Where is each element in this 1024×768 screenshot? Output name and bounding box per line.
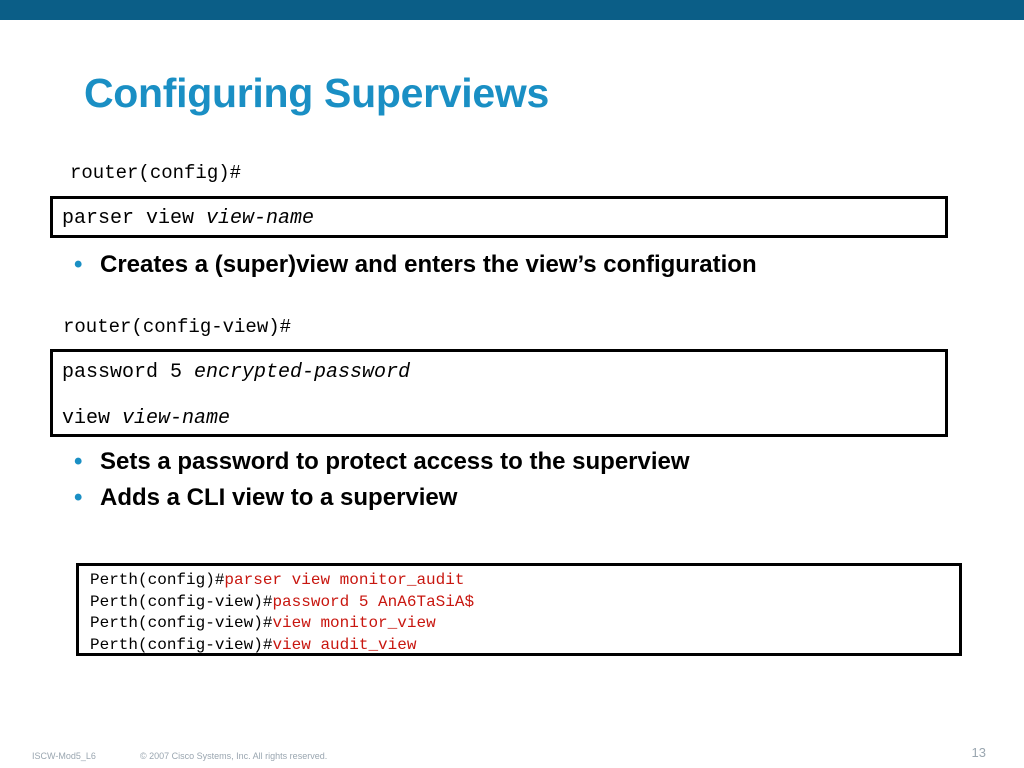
example-prompt: Perth(config-view)# bbox=[90, 592, 273, 611]
syntax-line bbox=[62, 361, 410, 384]
example-line bbox=[90, 592, 959, 614]
example-line bbox=[90, 613, 959, 635]
syntax-command: password 5 bbox=[62, 361, 195, 384]
slide-title: Configuring Superviews bbox=[84, 70, 549, 116]
page-number: 13 bbox=[971, 745, 986, 760]
bullet-list bbox=[72, 247, 757, 283]
example-config-box bbox=[76, 563, 962, 656]
footer-course-code: ISCW-Mod5_L6 bbox=[32, 751, 96, 761]
config-view-prompt: router(config-view)# bbox=[63, 316, 292, 338]
bullet-text: Sets a password to protect access to the superview bbox=[100, 448, 690, 475]
bullet-dot: • bbox=[74, 484, 83, 511]
example-command: parser view monitor_audit bbox=[224, 571, 465, 589]
example-command: password 5 AnA6TaSiA$ bbox=[272, 592, 475, 611]
example-command: view audit_view bbox=[272, 635, 417, 654]
syntax-argument: encrypted-password bbox=[194, 361, 411, 384]
syntax-line bbox=[62, 207, 314, 230]
example-line bbox=[90, 635, 959, 657]
syntax-command: parser view bbox=[62, 207, 207, 230]
bullet-dot: • bbox=[74, 448, 83, 475]
bullet-item bbox=[72, 444, 690, 480]
bullet-item bbox=[72, 247, 757, 283]
bullet-text: Adds a CLI view to a superview bbox=[100, 484, 458, 511]
config-prompt: router(config)# bbox=[70, 162, 242, 184]
example-command: view monitor_view bbox=[272, 614, 436, 632]
superview-syntax-box bbox=[50, 349, 948, 437]
bullet-dot: • bbox=[74, 251, 83, 278]
syntax-argument: view-name bbox=[206, 207, 315, 230]
example-prompt: Perth(config-view)# bbox=[90, 635, 273, 654]
bullet-text: Creates a (super)view and enters the view’s configuration bbox=[100, 251, 757, 278]
example-prompt: Perth(config)# bbox=[90, 571, 225, 589]
syntax-command: view bbox=[62, 407, 123, 430]
syntax-line bbox=[62, 407, 230, 430]
bullet-item bbox=[72, 480, 690, 516]
bullet-list bbox=[72, 444, 690, 516]
example-line bbox=[90, 570, 959, 592]
syntax-argument: view-name bbox=[122, 407, 231, 430]
top-bar bbox=[0, 0, 1024, 20]
footer-copyright: © 2007 Cisco Systems, Inc. All rights reserved. bbox=[140, 751, 328, 761]
parser-view-syntax-box bbox=[50, 196, 948, 238]
example-prompt: Perth(config-view)# bbox=[90, 614, 273, 632]
